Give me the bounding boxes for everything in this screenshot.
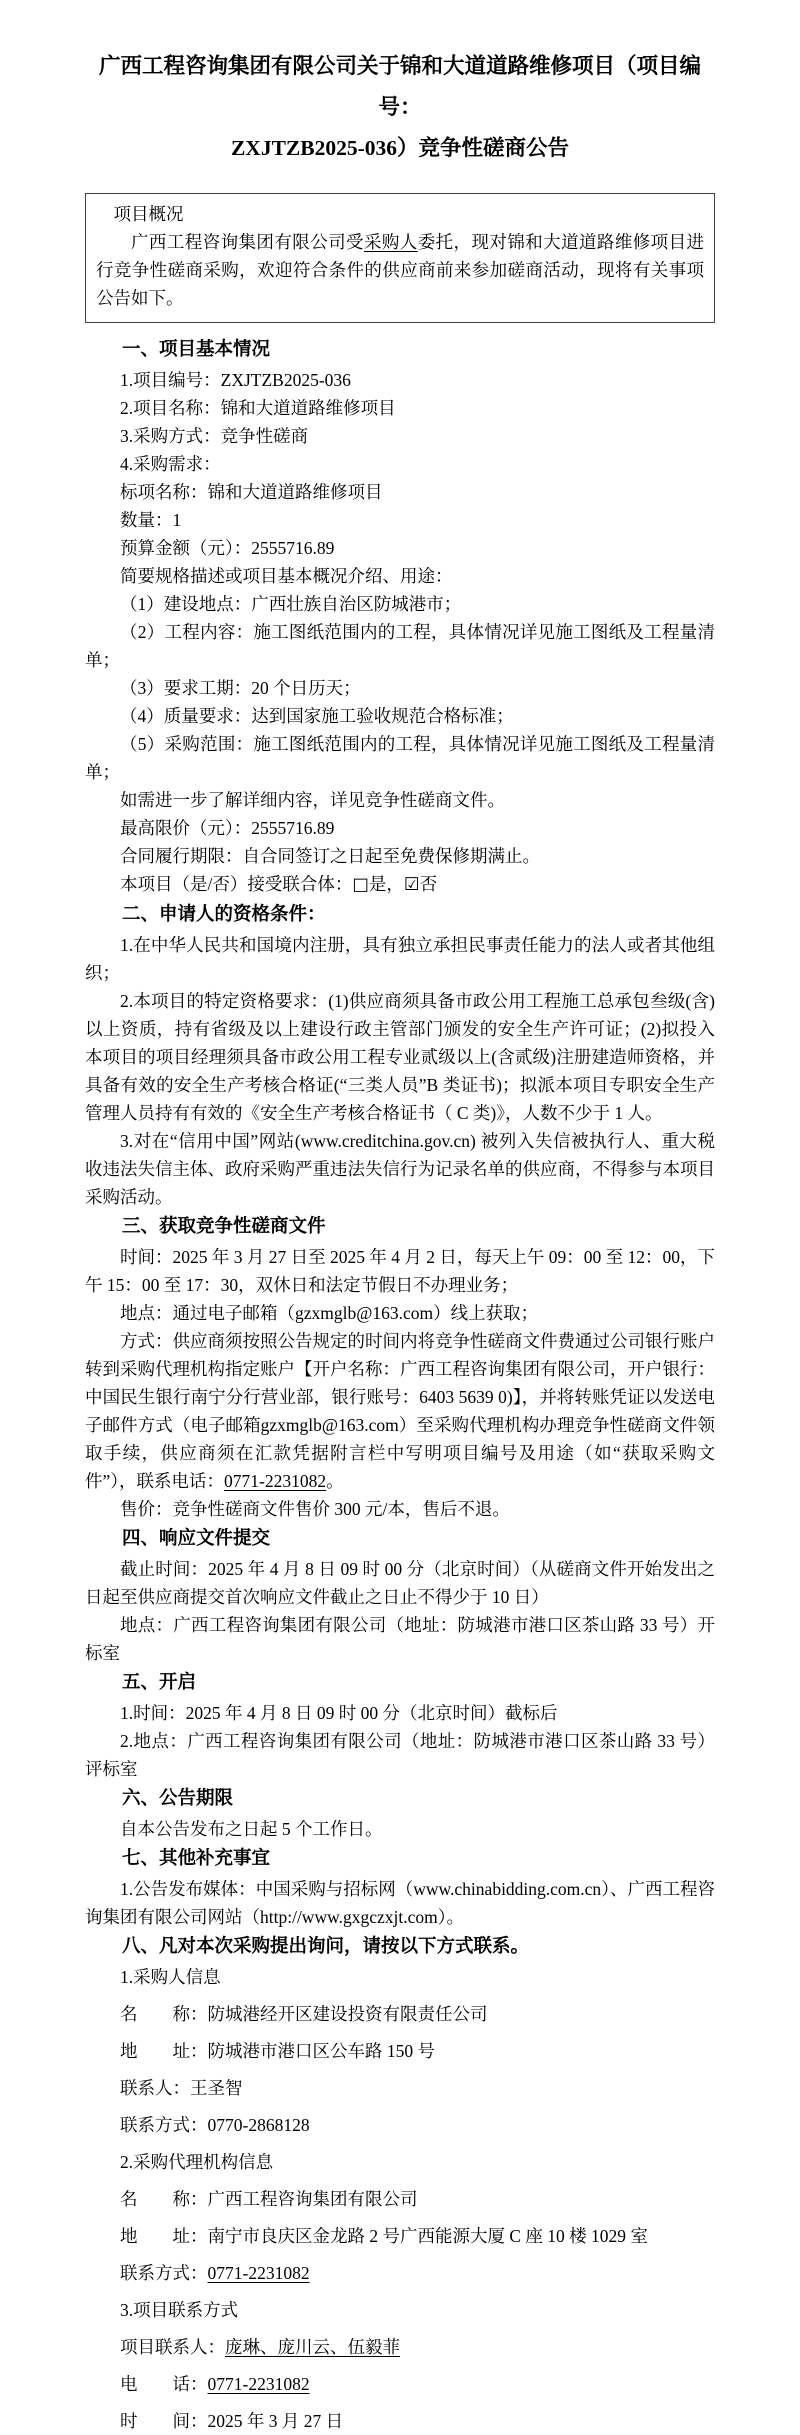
section-2-heading: 二、申请人的资格条件：: [122, 905, 326, 925]
line-project-content: （2）工程内容：施工图纸范围内的工程，具体情况详见施工图纸及工程量清单；: [85, 622, 715, 670]
obtain-method-phone: 0771-2231082: [224, 1471, 327, 1491]
section-7-heading: 七、其他补充事宜: [122, 1849, 271, 1869]
section-5-heading: 五、开启: [122, 1673, 197, 1693]
obtain-method-suffix: 。: [326, 1471, 344, 1491]
line-construction-site: （1）建设地点：广西壮族自治区防城港市；: [120, 594, 462, 614]
submit-place: 地点：广西工程咨询集团有限公司（地址：防城港市港口区茶山路 33 号）开标室: [85, 1615, 715, 1663]
purchaser-address: 地 址：防城港市港口区公车路 150 号: [120, 2041, 435, 2061]
obtain-method-text: 方式：供应商须按照公告规定的时间内将竞争性磋商文件费通过公司银行账户转到采购代理机构指定账户【开户名称：广西工程咨询集团有限公司，开户银行：中国民生银行南宁分行营业部，银行账号：6403 5639 0)】，并将转账凭证以发送电子邮件方式（电子邮箱gzxmglb@163.com）至采购代理机构办理竞争性磋商文件领取手续，供应商须在汇款凭据附言栏中写明项目编号及用途（如“获取采购文件”），联系电话：: [85, 1331, 715, 1491]
qualification-item-3: 3.对在“信用中国”网站(www.creditchina.gov.cn) 被列入失信被执行人、重大税收违法失信主体、政府采购严重违法失信行为记录名单的供应商，不得参与本项目采购活动。: [85, 1131, 715, 1207]
overview-intro-suffix: 委托，现对锦和大道道路维修项目进行竞争性磋商采购，欢迎符合条件的供应商前来参加磋商活动，现将有关事项公告如下。: [96, 232, 705, 308]
project-contacts-label: 项目联系人：: [120, 2337, 225, 2357]
purchaser-phone: 联系方式：0770-2868128: [120, 2115, 310, 2135]
agency-phone-label: 联系方式：: [120, 2263, 208, 2283]
line-quality-requirement: （4）质量要求：达到国家施工验收规范合格标准；: [120, 706, 514, 726]
project-phone-number: 0771-2231082: [207, 2374, 310, 2394]
section-3-heading: 三、获取竞争性磋商文件: [122, 1217, 326, 1237]
line-project-name: 2.项目名称：锦和大道道路维修项目: [120, 398, 396, 418]
submit-deadline: 截止时间：2025 年 4 月 8 日 09 时 00 分（北京时间）（从磋商文件开始发出之日起至供应商提交首次响应文件截止之日止不得少于 10 日）: [85, 1559, 715, 1607]
line-required-duration: （3）要求工期：20 个日历天；: [120, 678, 361, 698]
document-title-line-2: ZXJTZB2025-036）竞争性磋商公告: [230, 136, 570, 160]
section-8-heading: 八、凡对本次采购提出询问，请按以下方式联系。: [122, 1937, 530, 1957]
agency-phone: [85, 2259, 715, 2287]
opening-place: 2.地点：广西工程咨询集团有限公司（地址：防城港市港口区茶山路 33 号）评标室: [85, 1731, 715, 1779]
opening-time: 1.时间：2025 年 4 月 8 日 09 时 00 分（北京时间）截标后: [120, 1703, 558, 1723]
qualification-item-1: 1.在中华人民共和国境内注册，具有独立承担民事责任能力的法人或者其他组织；: [85, 935, 715, 983]
line-procurement-scope: （5）采购范围：施工图纸范围内的工程，具体情况详见施工图纸及工程量清单；: [85, 734, 715, 782]
agency-phone-number: 0771-2231082: [207, 2263, 310, 2283]
announcement-date: 时 间：2025 年 3 月 27 日: [120, 2411, 344, 2431]
purchaser-info-label: 1.采购人信息: [120, 1967, 221, 1987]
agency-info-label: 2.采购代理机构信息: [120, 2152, 274, 2172]
project-contacts: [85, 2333, 715, 2361]
joint-bid-yes-label: 是，: [368, 874, 404, 894]
checkbox-yes-unchecked-icon: □: [352, 875, 369, 895]
project-phone-label: 电 话：: [120, 2374, 208, 2394]
agency-address: 地 址：南宁市良庆区金龙路 2 号广西能源大厦 C 座 10 楼 1029 室: [120, 2226, 648, 2246]
section-1-heading: 一、项目基本情况: [122, 340, 271, 360]
purchaser-name: 名 称：防城港经开区建设投资有限责任公司: [120, 2004, 488, 2024]
document-title: [85, 46, 715, 169]
joint-bid-no-label: 否: [419, 874, 438, 894]
line-more-details: 如需进一步了解详细内容，详见竞争性磋商文件。: [120, 790, 505, 810]
overview-heading: 项目概况: [113, 204, 184, 224]
line-lot-name: 标项名称：锦和大道道路维修项目: [120, 482, 383, 502]
overview-intro-prefix: 广西工程咨询集团有限公司受: [131, 232, 364, 252]
qualification-item-2: 2.本项目的特定资格要求：(1)供应商须具备市政公用工程施工总承包叁级(含)以上资质，持有省级及以上建设行政主管部门颁发的安全生产许可证；(2)拟投入本项目的项目经理须具备市政公用工程专业贰级以上(含贰级)注册建造师资格，并具备有效的安全生产考核合格证(“三类人员”B 类证书)；拟派本项目专职安全生产管理人员持有有效的《安全生产考核合格证书（ C 类)》，人数不少于 1 人。: [85, 991, 715, 1123]
obtain-price: 售价：竞争性磋商文件售价 300 元/本，售后不退。: [120, 1499, 510, 1519]
line-spec-intro: 简要规格描述或项目基本概况介绍、用途：: [120, 566, 453, 586]
overview-intro-paragraph: [96, 228, 704, 312]
purchaser-contact-person: 联系人：王圣智: [120, 2078, 243, 2098]
section-6-heading: 六、公告期限: [122, 1789, 234, 1809]
section-4-heading: 四、响应文件提交: [122, 1529, 271, 1549]
line-joint-bid: [85, 870, 715, 899]
publish-media: 1.公告发布媒体：中国采购与招标网（www.chinabidding.com.cn）、广西工程咨询集团有限公司网站（http://www.gxgczxjt.com）。: [85, 1879, 715, 1927]
project-overview-box: [85, 193, 715, 323]
line-max-price: 最高限价（元）：2555716.89: [120, 818, 335, 838]
line-quantity: 数量：1: [120, 510, 182, 530]
document-title-line-1: 广西工程咨询集团有限公司关于锦和大道道路维修项目（项目编号：: [98, 54, 701, 119]
announcement-period: 自本公告发布之日起 5 个工作日。: [120, 1819, 383, 1839]
line-procurement-method: 3.采购方式：竞争性磋商: [120, 426, 309, 446]
joint-bid-prefix: 本项目（是/否）接受联合体：: [120, 874, 353, 894]
line-project-number: 1.项目编号：ZXJTZB2025-036: [120, 370, 351, 390]
line-procurement-demand: 4.采购需求：: [120, 454, 221, 474]
line-contract-period: 合同履行期限：自合同签订之日起至免费保修期满止。: [120, 846, 540, 866]
project-contact-label: 3.项目联系方式: [120, 2300, 239, 2320]
obtain-method: [85, 1327, 715, 1495]
checkbox-no-checked-icon: ☑: [403, 875, 420, 895]
obtain-place: 地点：通过电子邮箱（gzxmglb@163.com）线上获取；: [120, 1303, 539, 1323]
line-budget-amount: 预算金额（元）：2555716.89: [120, 538, 335, 558]
purchaser-underlined-term: 采购人: [363, 232, 418, 252]
project-phone: [85, 2370, 715, 2398]
agency-name: 名 称：广西工程咨询集团有限公司: [120, 2189, 418, 2209]
project-contacts-names: 庞琳、庞川云、伍毅菲: [225, 2337, 400, 2357]
obtain-time: 时间：2025 年 3 月 27 日至 2025 年 4 月 2 日，每天上午 09：00 至 12：00，下午 15：00 至 17：30，双休日和法定节假日不办理业务；: [85, 1247, 715, 1295]
